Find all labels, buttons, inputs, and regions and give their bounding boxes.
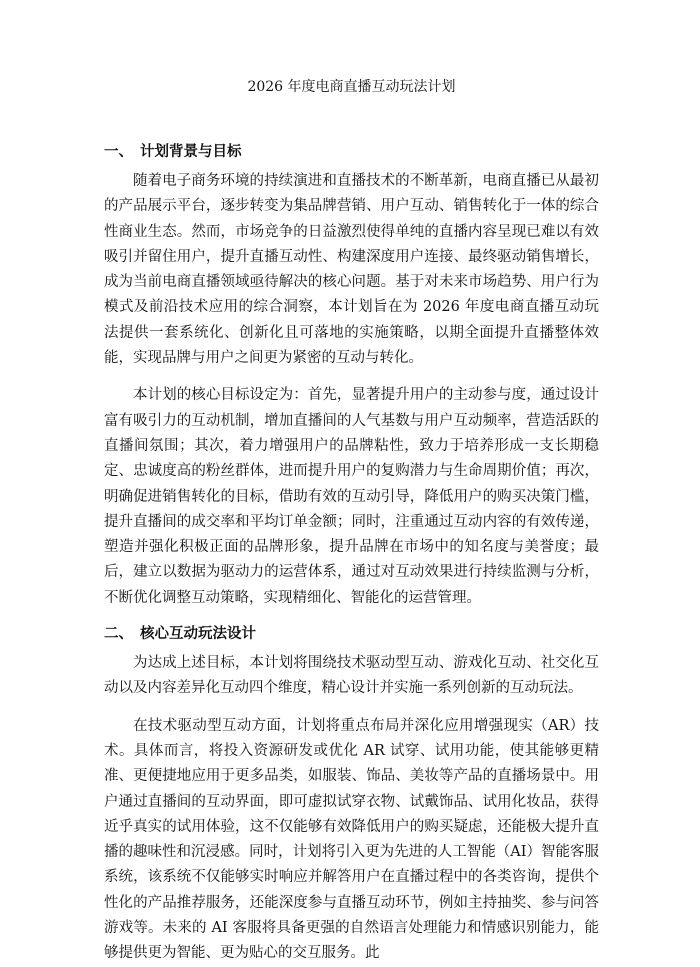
section-heading [104,623,599,645]
paragraph: 在技术驱动型互动方面，计划将重点布局并深化应用增强现实（AR）技术。具体而言，将投入资源研发或优化 AR 试穿、试用功能，使其能够更精准、更便捷地应用于更多品类，如服装、饰品、美妆等产品的直播场景中。用户通过直播间的互动界面，即可虚拟试穿衣物、试戴饰品、试用化妆品，获得近乎真实的试用体验，这不仅能够有效降低用户的购买疑虑，还能极大提升直播的趣味性和沉浸感。同时，计划将引入更为先进的人工智能（AI）智能客服系统，该系统不仅能够实时响应并解答用户在直播过程中的各类咨询，提供个性化的产品推荐服务，还能深度参与直播互动环节，例如主持抽奖、参与问答游戏等。未来的 AI 客服将具备更强的自然语言处理能力和情感识别能力，能够提供更为智能、更为贴心的交互服务。此 [104,717,599,962]
section-title: 核心互动玩法设计 [140,626,256,643]
section-number: 二、 [104,626,133,643]
document-title: 2026 年度电商直播互动玩法计划 [247,79,456,95]
paragraph: 随着电子商务环境的持续演进和直播技术的不断革新，电商直播已从最初的产品展示平台，逐步转变为集品牌营销、用户互动、销售转化于一体的综合性商业生态。然而，市场竞争的日益激烈使得单纯的直播内容呈现已难以有效吸引并留住用户，提升直播互动性、构建深度用户连接、最终驱动销售增长，成为当前电商直播领域亟待解决的核心问题。基于对未来市场趋势、用户行为模式及前沿技术应用的综合洞察，本计划旨在为 2026 年度电商直播互动玩法提供一套系统化、创新化且可落地的实施策略，以期全面提升直播整体效能，实现品牌与用户之间更为紧密的互动与转化。 [104,173,599,367]
paragraph: 本计划的核心目标设定为：首先，显著提升用户的主动参与度，通过设计富有吸引力的互动机制，增加直播间的人气基数与用户互动频率，营造活跃的直播间氛围；其次，着力增强用户的品牌粘性，致力于培养形成一支长期稳定、忠诚度高的粉丝群体，进而提升用户的复购潜力与生命周期价值；再次，明确促进销售转化的目标，借助有效的互动引导，降低用户的购买决策门槛，提升直播间的成交率和平均订单金额；同时，注重通过互动内容的有效传递，塑造并强化积极正面的品牌形象，提升品牌在市场中的知名度与美誉度；最后，建立以数据为驱动力的运营体系，通过对互动效果进行持续监测与分析，不断优化调整互动策略，实现精细化、智能化的运营管理。 [104,387,599,606]
section-core-interaction-design [104,623,599,967]
section-title: 计划背景与目标 [140,144,242,160]
section-heading [104,141,599,163]
paragraph: 为达成上述目标，本计划将围绕技术驱动型互动、游戏化互动、社交化互动以及内容差异化互动四个维度，精心设计并实施一系列创新的互动玩法。 [104,655,599,697]
section-background-goals [104,141,599,611]
section-number: 一、 [104,144,133,160]
